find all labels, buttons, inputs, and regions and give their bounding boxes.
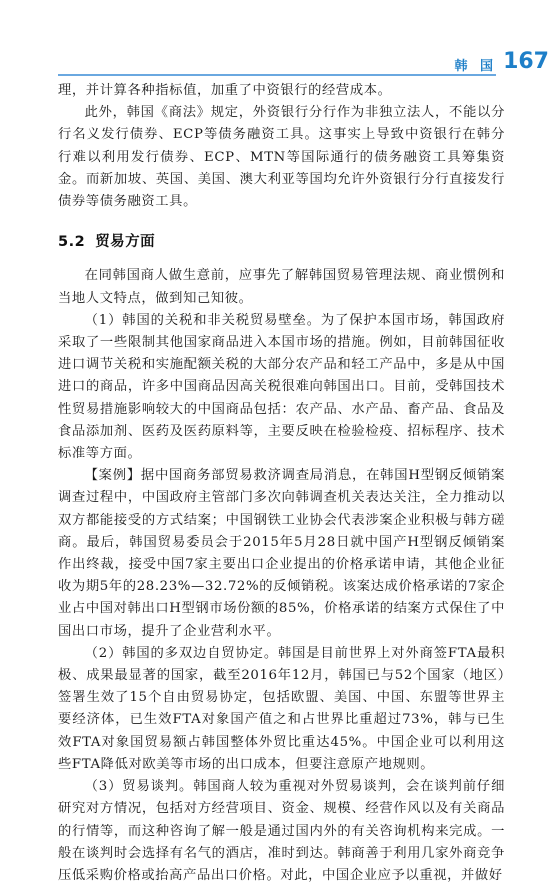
paragraph-case-study: 【案例】据中国商务部贸易救济调查局消息，在韩国H型钢反倾销案调查过程中，中国政府主管部门多次向韩调查机关表达关注，全力推动以双方都能接受的方式结案；中国钢铁工业协会代表涉案企业积极与韩方磋商。最后，韩国贸易委员会于2015年5月28日就中国产H型钢反倾销案作出终裁，接受中国7家主要出口企业提出的价格承诺申请，其他企业征收为期5年的28.23%—32.72%的反倾销税。该案达成价格承诺的7家企业占中国对韩出口H型钢市场份额的85%，价格承诺的结案方式保住了中国出口市场，提升了企业营利水平。 [58, 468, 505, 639]
page-number: 167 [503, 49, 549, 74]
paragraph-fta: （2）韩国的多双边自贸协定。韩国是目前世界上对外商签FTA最积极、成果最显著的国家，截至2016年12月，韩国已与52个国家（地区）签署生效了15个自由贸易协定，包括欧盟、美国、中国、东盟等世界主要经济体，已生效FTA对象国产值之和占世界比重超过73%，韩与已生效FTA对象国贸易额占韩国整体外贸比重达45%。中国企业可以利用这些FTA降低对欧美等市场的出口成本，但要注意原产地规则。 [58, 645, 505, 772]
paragraph-negotiation: （3）贸易谈判。韩国商人较为重视对外贸易谈判，会在谈判前仔细研究对方情况，包括对方经营项目、资金、规模、经营作风以及有关商品的行情等，而这种咨询了解一般是通过国内外的有关咨询机构来完成。一般在谈判时会选择有名气的酒店，准时到达。韩商善于利用几家外商竞争压低采购价格或抬高产品出口价格。对此，中国企业应予以重视，并做好 [58, 779, 505, 883]
paragraph-tariff-barriers: （1）韩国的关税和非关税贸易壁垒。为了保护本国市场，韩国政府采取了一些限制其他国家商品进入本国市场的措施。例如，目前韩国征收进口调节关税和实施配额关税的大部分农产品和轻工产品中，多是从中国进口的商品，许多中国商品因高关税很难向韩国出口。目前，受韩国技术性贸易措施影响较大的中国商品包括：农产品、水产品、畜产品、食品及食品添加剂、医药及医药原料等，主要反映在检验检疫、招标程序、技术标准等方面。 [58, 312, 505, 462]
section-title: 贸易方面 [95, 234, 156, 251]
section-heading [58, 231, 505, 253]
header-divider [58, 74, 496, 76]
paragraph-intro: 在同韩国商人做生意前，应事先了解韩国贸易管理法规、商业惯例和当地人文特点，做到知己知彼。 [58, 268, 505, 306]
paragraph-continuation: 理，并计算各种指标值，加重了中资银行的经营成本。 [58, 83, 392, 98]
paragraph-commercial-law: 此外，韩国《商法》规定，外资银行分行作为非独立法人，不能以分行名义发行债券、ECP等债务融资工具。这事实上导致中资银行在韩分行难以利用发行债券、ECP、MTN等国际通行的债务融资工具筹集资金。而新加坡、英国、美国、澳大利亚等国均允许外资银行分行直接发行债券等债务融资工具。 [58, 105, 505, 210]
page-header [0, 0, 559, 80]
page-body [58, 80, 505, 887]
running-header-country: 韩 国 [454, 59, 497, 74]
section-number: 5.2 [58, 234, 86, 251]
